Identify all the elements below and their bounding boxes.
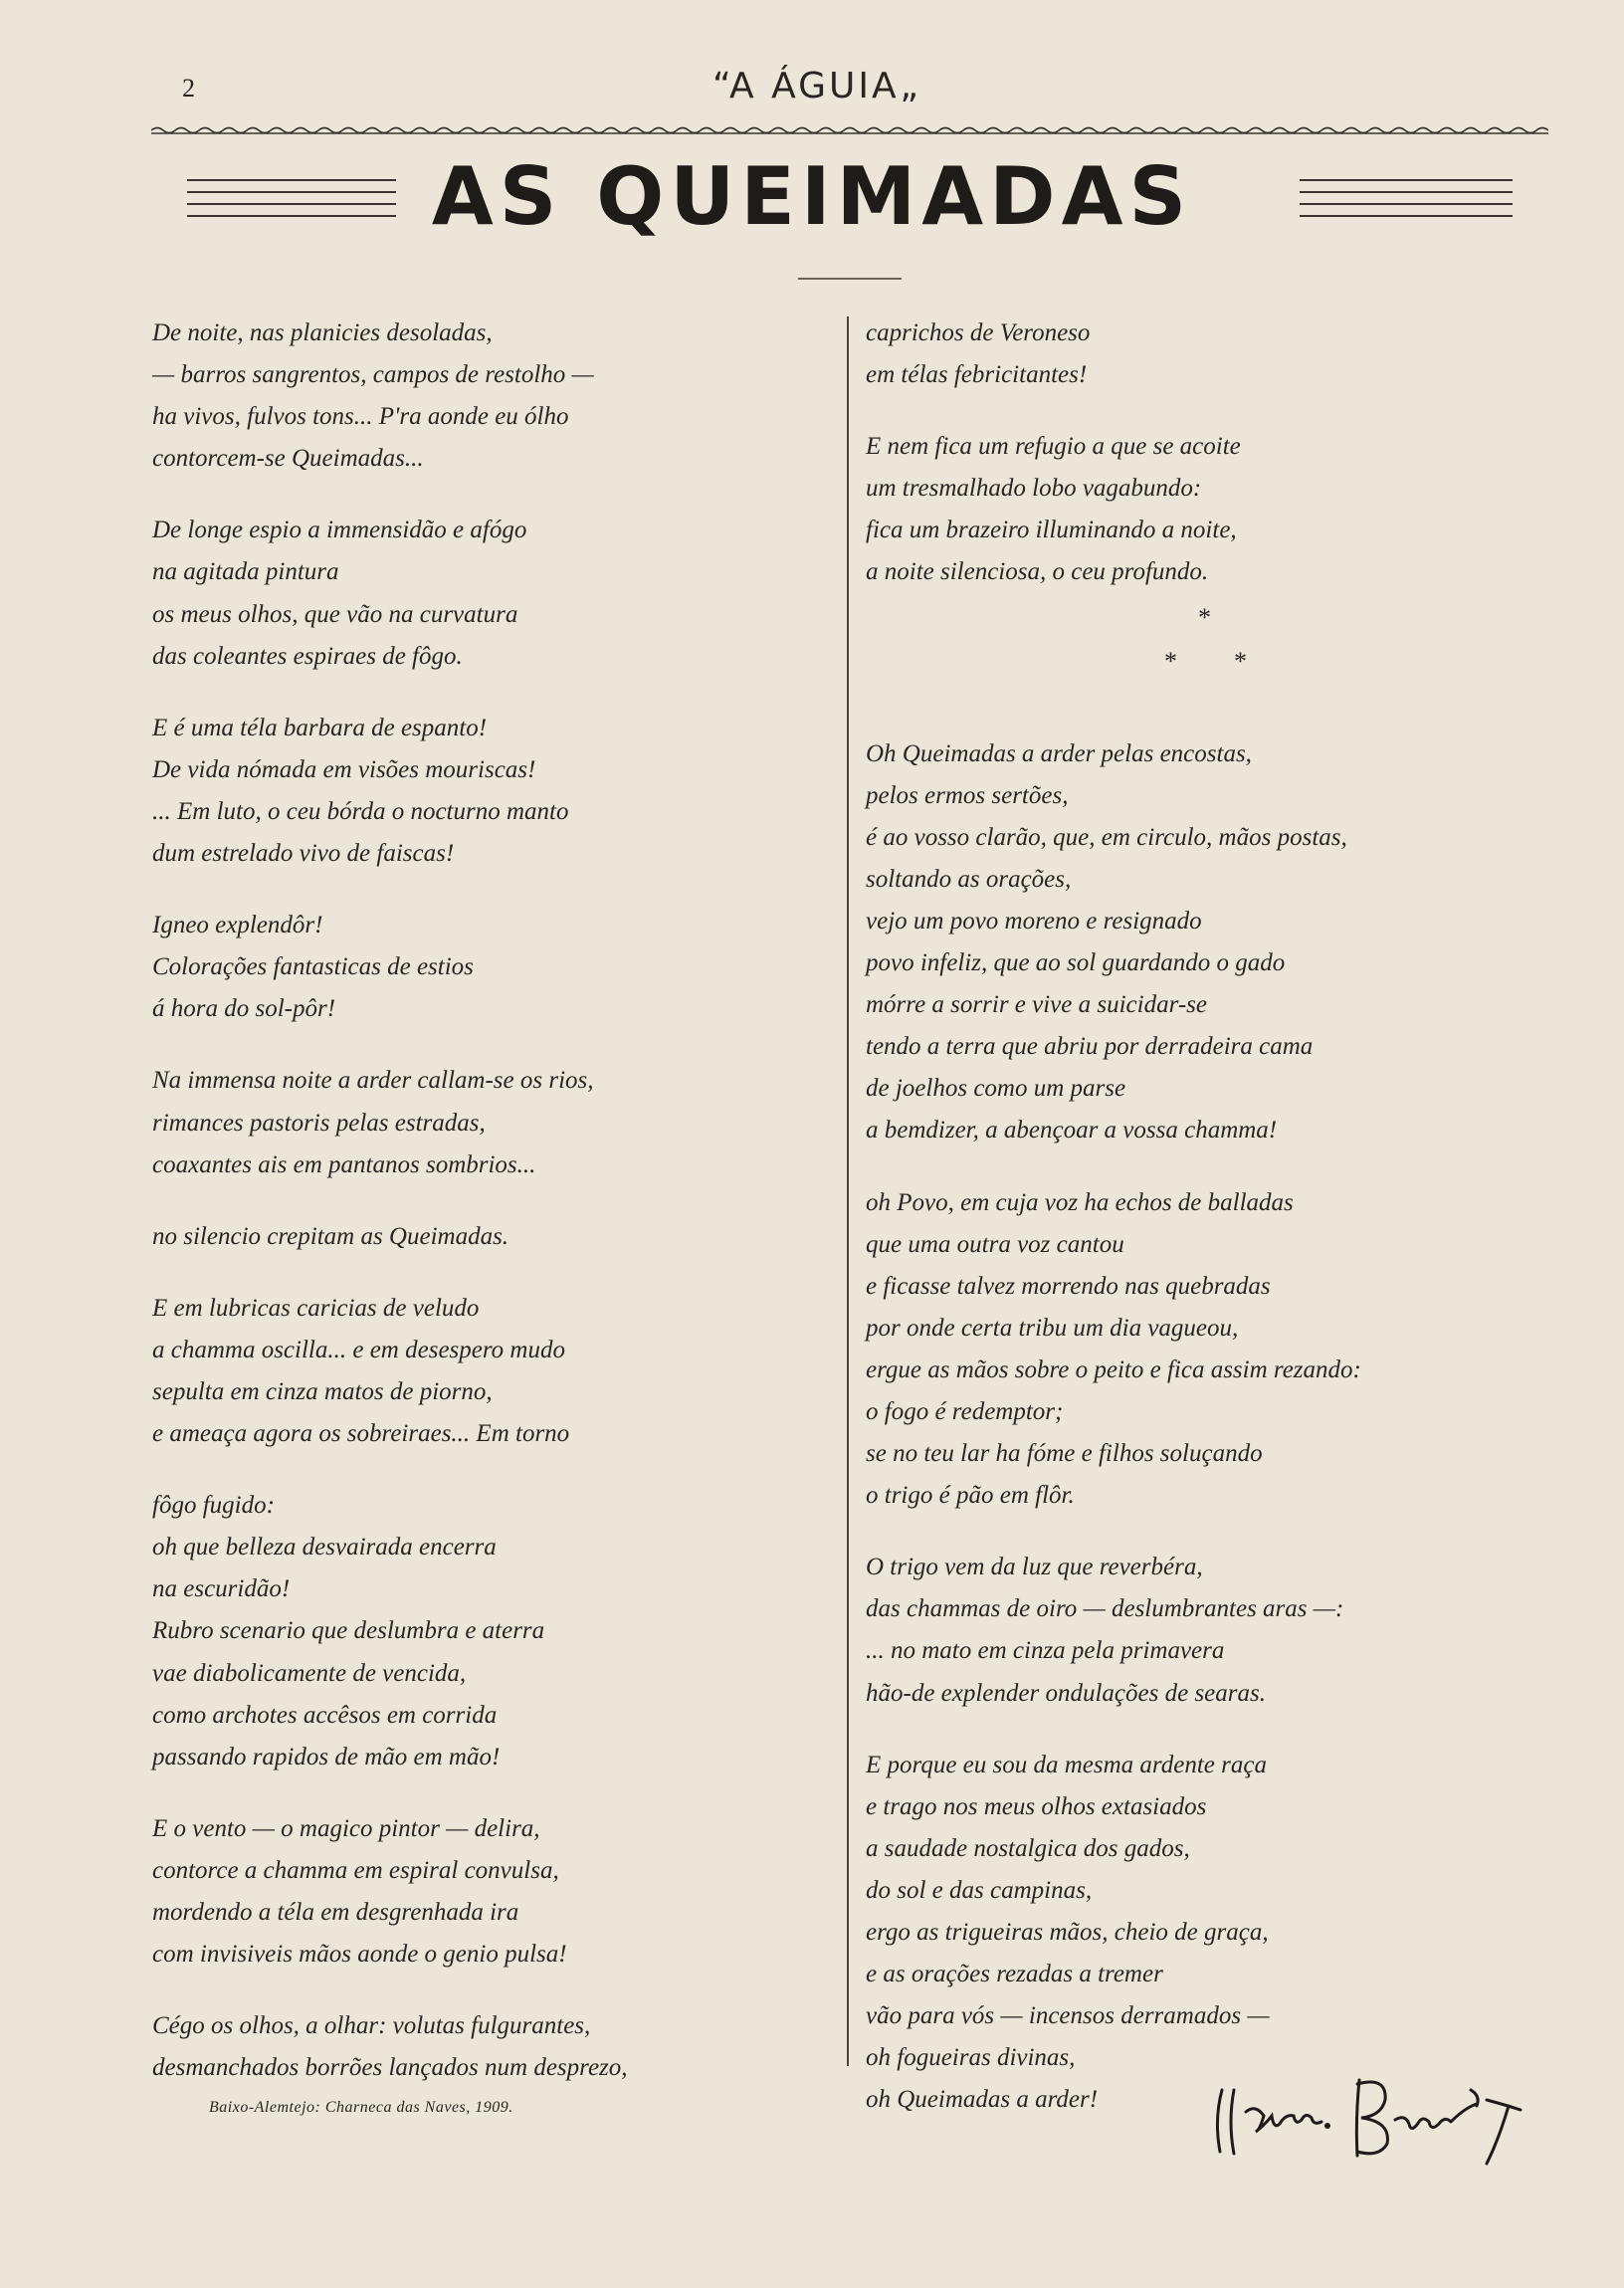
verse-line: o trigo é pão em flôr. bbox=[866, 1482, 1075, 1510]
stanza bbox=[152, 708, 799, 875]
verse-line: fôgo fugido: bbox=[152, 1492, 275, 1520]
running-title: “A ÁGUIA„ bbox=[712, 66, 922, 106]
verse-line: De vida nómada em visões mouriscas! bbox=[152, 755, 536, 783]
verse-line: em télas febricitantes! bbox=[866, 361, 1088, 389]
verse-line: oh que belleza desvairada encerra bbox=[152, 1534, 497, 1561]
stanza bbox=[152, 1060, 799, 1185]
verse-line: soltando as orações, bbox=[866, 865, 1072, 893]
verse-line: com invisiveis mãos aonde o genio pulsa! bbox=[152, 1941, 567, 1969]
verse-line: O trigo vem da luz que reverbéra, bbox=[866, 1554, 1203, 1581]
verse-line: E é uma téla barbara de espanto! bbox=[152, 714, 488, 741]
page-number: 2 bbox=[182, 74, 195, 103]
verse-line: que uma outra voz cantou bbox=[866, 1230, 1124, 1258]
verse-line: Colorações fantasticas de estios bbox=[152, 953, 474, 981]
verse-line: Cégo os olhos, a olhar: volutas fulgurantes, bbox=[152, 2012, 591, 2040]
verse-line: passando rapidos de mão em mão! bbox=[152, 1743, 501, 1770]
verse-line: e as orações rezadas a tremer bbox=[866, 1961, 1163, 1988]
verse-line: oh Povo, em cuja voz ha echos de balladas bbox=[866, 1188, 1294, 1216]
verse-line: Na immensa noite a arder callam-se os rios, bbox=[152, 1067, 594, 1095]
verse-line: contorce a chamma em espiral convulsa, bbox=[152, 1856, 559, 1884]
left-column bbox=[152, 312, 799, 2119]
verse-line: oh Queimadas a arder! bbox=[866, 2086, 1099, 2114]
verse-line: a chamma oscilla... e em desespero mudo bbox=[152, 1336, 565, 1363]
verse-line: mordendo a téla em desgrenhada ira bbox=[152, 1899, 519, 1926]
verse-line: e ficasse talvez morrendo nas quebradas bbox=[866, 1272, 1271, 1300]
verse-line: contorcem-se Queimadas... bbox=[152, 445, 424, 473]
verse-line: a saudade nostalgica dos gados, bbox=[866, 1834, 1190, 1862]
verse-line: Rubro scenario que deslumbra e aterra bbox=[152, 1617, 545, 1645]
verse-line: o fogo é redemptor; bbox=[866, 1397, 1064, 1425]
verse-line: ergue as mãos sobre o peito e fica assim rezando: bbox=[866, 1355, 1361, 1383]
verse-line: E o vento — o magico pintor — delira, bbox=[152, 1814, 540, 1842]
verse-line: e ameaça agora os sobreiraes... Em torno bbox=[152, 1420, 570, 1448]
verse-line: mórre a sorrir e vive a suicidar-se bbox=[866, 991, 1207, 1019]
stanza bbox=[152, 2005, 799, 2089]
verse-line: coaxantes ais em pantanos sombrios... bbox=[152, 1150, 536, 1178]
verse-line: ergo as trigueiras mãos, cheio de graça, bbox=[866, 1919, 1269, 1946]
stanza bbox=[152, 1288, 799, 1455]
separator-star: * bbox=[1234, 647, 1247, 676]
verse-line: E nem fica um refugio a que se acoite bbox=[866, 433, 1241, 461]
verse-line: é ao vosso clarão, que, em circulo, mãos postas, bbox=[866, 823, 1347, 851]
author-signature bbox=[1210, 2060, 1528, 2170]
verse-line: no silencio crepitam as Queimadas. bbox=[152, 1222, 509, 1250]
verse-line: a noite silenciosa, o ceu profundo. bbox=[866, 558, 1209, 586]
verse-line: — barros sangrentos, campos de restolho — bbox=[152, 361, 594, 389]
column-divider bbox=[847, 316, 849, 2066]
stanza bbox=[152, 1216, 799, 1258]
verse-line: por onde certa tribu um dia vagueou, bbox=[866, 1314, 1239, 1342]
verse-line: De longe espio a immensidão e afógo bbox=[152, 517, 527, 544]
verse-line: vão para vós — incensos derramados — bbox=[866, 2002, 1270, 2030]
separator-star: * bbox=[1198, 603, 1211, 632]
verse-line: do sol e das campinas, bbox=[866, 1876, 1093, 1904]
stanza bbox=[152, 1485, 799, 1778]
stanza bbox=[866, 426, 1552, 593]
verse-line: De noite, nas planicies desoladas, bbox=[152, 319, 493, 346]
separator-stars bbox=[1150, 603, 1260, 683]
stanza bbox=[866, 1182, 1552, 1518]
verse-line: e trago nos meus olhos extasiados bbox=[866, 1792, 1207, 1820]
verse-line: como archotes accêsos em corrida bbox=[152, 1701, 498, 1729]
verse-line: dum estrelado vivo de faiscas! bbox=[152, 840, 455, 868]
separator-star: * bbox=[1164, 647, 1177, 676]
verse-line: fica um brazeiro illuminando a noite, bbox=[866, 517, 1237, 544]
verse-line: hão-de explender ondulações de searas. bbox=[866, 1679, 1266, 1707]
stanza bbox=[866, 733, 1552, 1152]
stanza bbox=[152, 510, 799, 677]
place-date: Baixo-Alemtejo: Charneca das Naves, 1909. bbox=[209, 2099, 513, 2116]
right-column bbox=[866, 312, 1552, 2151]
verse-line: E em lubricas caricias de veludo bbox=[152, 1294, 480, 1322]
stanza bbox=[152, 1808, 799, 1976]
verse-line: Oh Queimadas a arder pelas encostas, bbox=[866, 739, 1252, 767]
stanza bbox=[866, 312, 1552, 396]
verse-line: ... no mato em cinza pela primavera bbox=[866, 1637, 1225, 1665]
verse-line: vae diabolicamente de vencida, bbox=[152, 1659, 467, 1687]
verse-line: na escuridão! bbox=[152, 1575, 291, 1603]
verse-line: rimances pastoris pelas estradas, bbox=[152, 1109, 486, 1137]
verse-line: tendo a terra que abriu por derradeira cama bbox=[866, 1033, 1314, 1061]
stanza bbox=[866, 1547, 1552, 1714]
verse-line: das chammas de oiro — deslumbrantes aras —: bbox=[866, 1595, 1344, 1623]
verse-line: das coleantes espiraes de fôgo. bbox=[152, 642, 463, 670]
stanza bbox=[152, 905, 799, 1030]
verse-line: sepulta em cinza matos de piorno, bbox=[152, 1377, 493, 1405]
poem-title: AS QUEIMADAS bbox=[431, 150, 1193, 243]
verse-line: ... Em luto, o ceu bórda o nocturno manto bbox=[152, 797, 569, 825]
verse-line: á hora do sol-pôr! bbox=[152, 995, 336, 1023]
verse-line: vejo um povo moreno e resignado bbox=[866, 907, 1202, 935]
verse-line: povo infeliz, que ao sol guardando o gado bbox=[866, 949, 1286, 977]
title-ornament-right bbox=[1300, 179, 1513, 239]
verse-line: pelos ermos sertões, bbox=[866, 781, 1069, 809]
verse-line: desmanchados borrões lançados num desprezo, bbox=[152, 2054, 628, 2082]
title-underline bbox=[798, 278, 902, 280]
verse-line: Igneo explendôr! bbox=[152, 912, 323, 939]
verse-line: E porque eu sou da mesma ardente raça bbox=[866, 1751, 1267, 1778]
stanza bbox=[152, 312, 799, 480]
verse-line: na agitada pintura bbox=[152, 558, 339, 586]
verse-line: ha vivos, fulvos tons... P'ra aonde eu ólho bbox=[152, 403, 569, 431]
verse-line: oh fogueiras divinas, bbox=[866, 2044, 1076, 2072]
verse-line: a bemdizer, a abençoar a vossa chamma! bbox=[866, 1117, 1278, 1144]
verse-line: um tresmalhado lobo vagabundo: bbox=[866, 475, 1202, 503]
verse-line: os meus olhos, que vão na curvatura bbox=[152, 600, 518, 628]
verse-line: caprichos de Veroneso bbox=[866, 319, 1091, 346]
verse-line: se no teu lar ha fóme e filhos soluçando bbox=[866, 1440, 1263, 1468]
verse-line: de joelhos como um parse bbox=[866, 1075, 1126, 1103]
header-wavy-rule bbox=[151, 122, 1548, 134]
